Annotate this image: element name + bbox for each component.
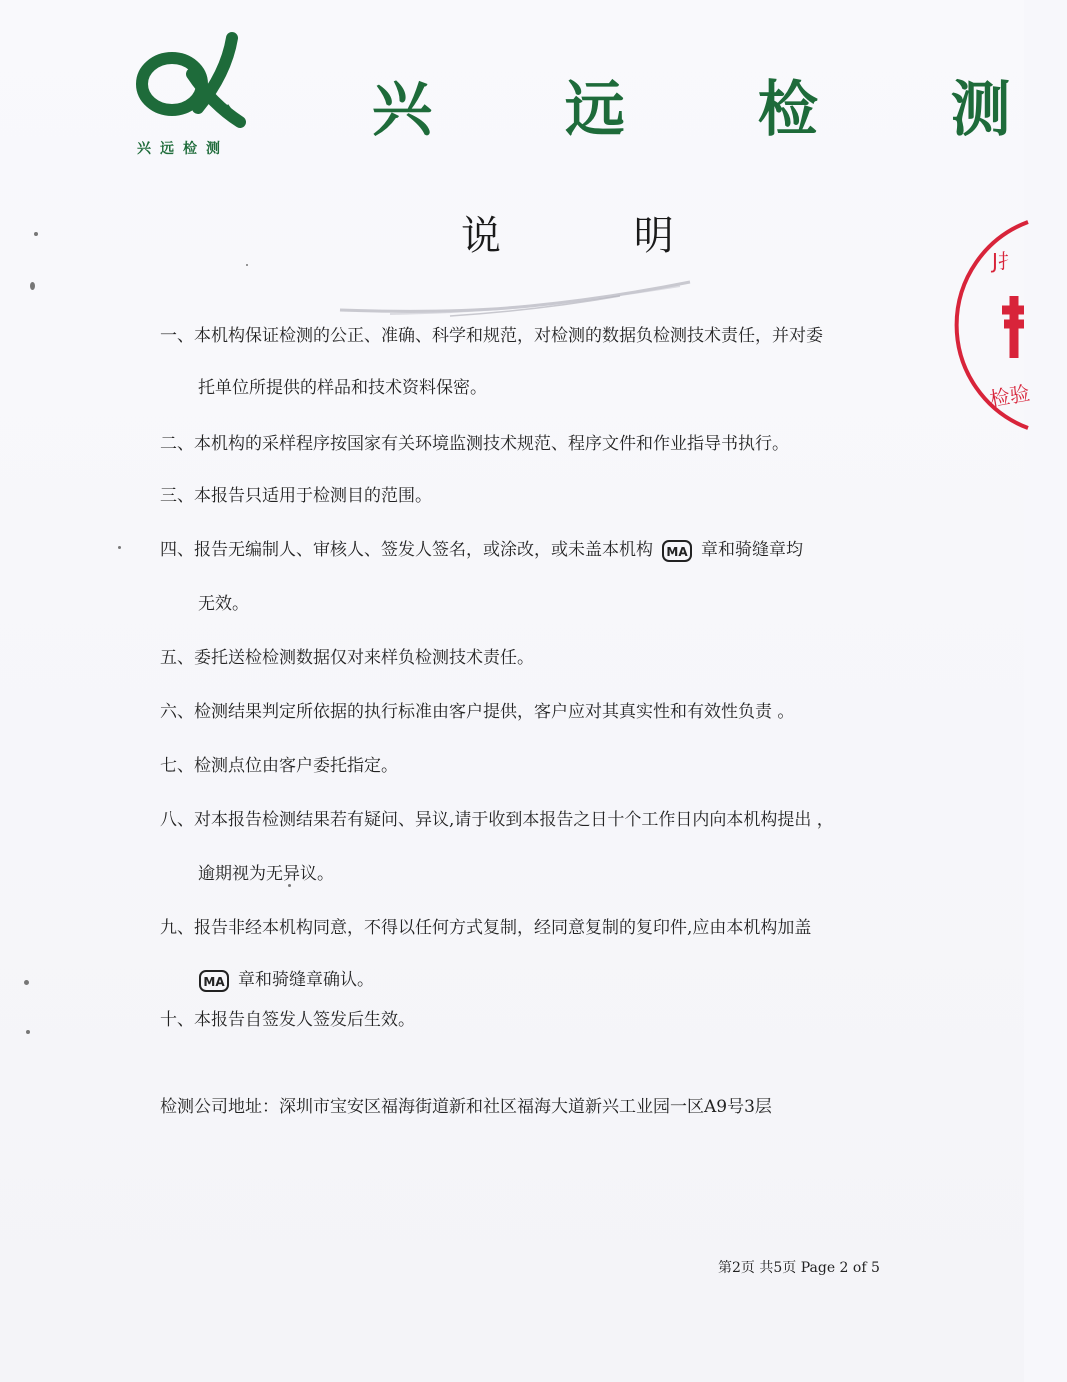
clause-text: 本报告自签发人签发后生效。 <box>194 1010 415 1030</box>
cma-mark-text: MA <box>666 544 688 559</box>
clause-label: 十、 <box>160 1010 194 1030</box>
clause-text: 委托送检检测数据仅对来样负检测技术责任。 <box>194 648 534 668</box>
clause-text: 对本报告检测结果若有疑问、异议,请于收到本报告之日十个工作日内向本机构提出 ， <box>194 810 834 830</box>
clause-label: 四、 <box>160 540 194 560</box>
clause-label: 八、 <box>160 810 194 830</box>
scan-speck <box>288 884 291 887</box>
clause-text: 报告无编制人、审核人、签发人签名，或涂改，或未盖本机构 <box>194 540 653 560</box>
clause-7 <box>160 752 398 780</box>
red-seal-stamp <box>968 218 1032 432</box>
clause-label: 九、 <box>160 918 194 938</box>
scan-speck <box>118 546 121 549</box>
clause-text: 检测点位由客户委托指定。 <box>194 756 398 776</box>
scan-speck <box>246 264 248 266</box>
pencil-smudge <box>330 270 710 320</box>
cma-mark-text: MA <box>203 974 225 989</box>
stamp-text-top: J扌 <box>992 249 1018 273</box>
clause-1 <box>160 322 823 350</box>
clause-8 <box>160 806 834 834</box>
clause-label: 二、 <box>160 434 194 454</box>
clause-9-continuation <box>198 966 374 994</box>
logo-caption: 兴远检测 <box>137 141 229 157</box>
page-number: 第2页 共5页 Page 2 of 5 <box>718 1260 880 1276</box>
clause-9-text-after-mark: 章和骑缝章确认。 <box>238 970 374 990</box>
cma-mark-icon <box>198 969 230 993</box>
document-title: 说 明 <box>461 213 734 259</box>
address-value: 深圳市宝安区福海街道新和社区福海大道新兴工业园一区A9号3层 <box>279 1097 772 1117</box>
clause-text: 本机构保证检测的公正、准确、科学和规范，对检测的数据负检测技术责任，并对委 <box>194 326 823 346</box>
company-address <box>160 1093 772 1121</box>
clause-label: 一、 <box>160 326 194 346</box>
clause-10 <box>160 1006 415 1034</box>
clause-text: 本机构的采样程序按国家有关环境监测技术规范、程序文件和作业指导书执行。 <box>194 434 789 454</box>
clause-text: 检测结果判定所依据的执行标准由客户提供，客户应对其真实性和有效性负责 。 <box>194 702 795 722</box>
address-label: 检测公司地址： <box>160 1097 279 1117</box>
clause-label: 五、 <box>160 648 194 668</box>
clause-4-continuation: 无效。 <box>198 594 249 614</box>
stamp-text-bottom: 检验 <box>987 380 1032 412</box>
clause-text: 本报告只适用于检测目的范围。 <box>194 486 432 506</box>
clause-4 <box>160 536 803 564</box>
clause-text: 报告非经本机构同意，不得以任何方式复制，经同意复制的复印件,应由本机构加盖 <box>194 918 812 938</box>
clause-label: 六、 <box>160 702 194 722</box>
clause-6 <box>160 698 794 726</box>
company-logo <box>132 34 250 130</box>
clause-3 <box>160 482 432 510</box>
clause-2 <box>160 430 789 458</box>
cma-mark-icon <box>661 539 693 563</box>
clause-1-continuation: 托单位所提供的样品和技术资料保密。 <box>198 378 487 398</box>
scan-speck <box>24 980 29 985</box>
clause-text-after-mark: 章和骑缝章均 <box>701 540 803 560</box>
clause-9 <box>160 914 811 942</box>
brand-name: 兴 远 检 测 <box>372 75 1067 145</box>
scan-speck <box>34 232 38 236</box>
clause-5 <box>160 644 534 672</box>
clause-8-continuation: 逾期视为无异议。 <box>198 864 334 884</box>
clause-label: 七、 <box>160 756 194 776</box>
clause-label: 三、 <box>160 486 194 506</box>
scan-speck <box>30 282 35 290</box>
scan-speck <box>26 1030 30 1034</box>
